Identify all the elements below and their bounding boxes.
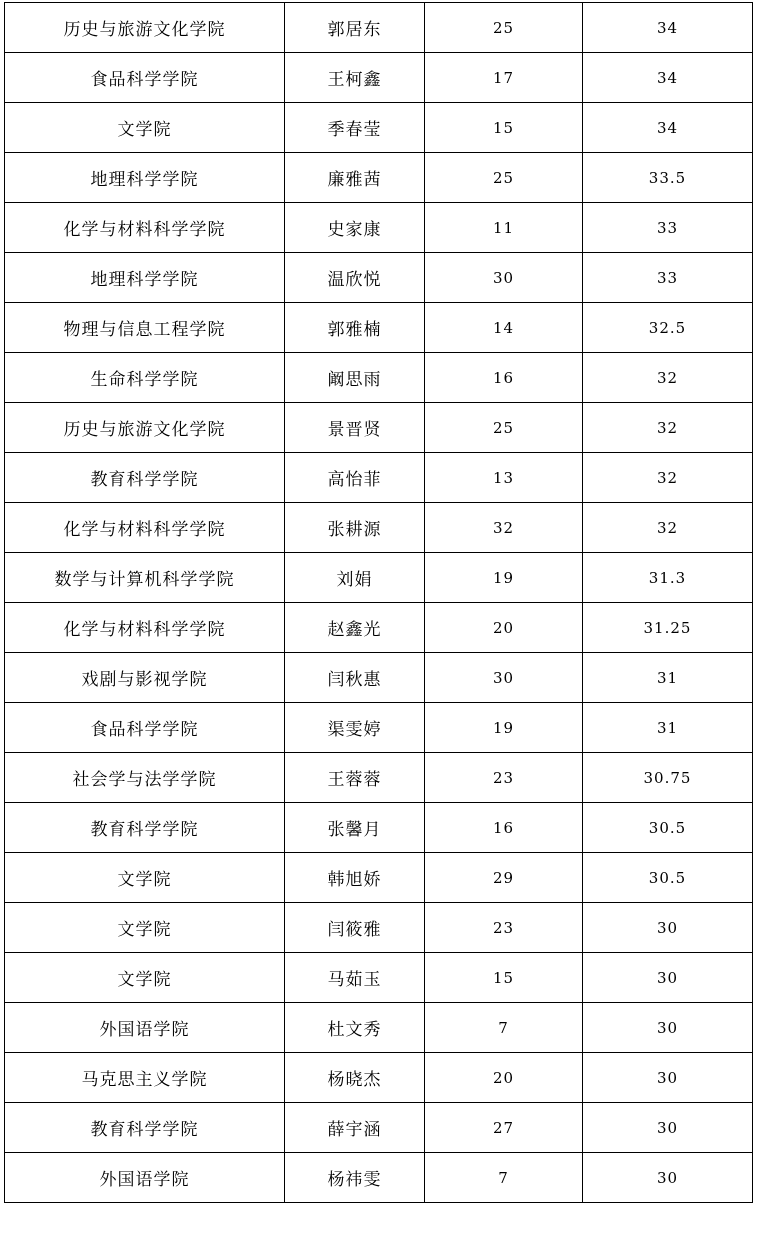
cell-number: 15 (425, 103, 583, 153)
cell-score: 30 (583, 1103, 753, 1153)
cell-number: 7 (425, 1153, 583, 1203)
table-row (5, 753, 753, 803)
cell-number: 23 (425, 753, 583, 803)
cell-college: 食品科学学院 (5, 53, 285, 103)
cell-number: 7 (425, 1003, 583, 1053)
cell-score: 32 (583, 403, 753, 453)
cell-score: 32 (583, 503, 753, 553)
table-row (5, 353, 753, 403)
cell-name: 高怡菲 (285, 453, 425, 503)
cell-college: 外国语学院 (5, 1153, 285, 1203)
cell-college: 食品科学学院 (5, 703, 285, 753)
cell-name: 马茹玉 (285, 953, 425, 1003)
table-row (5, 853, 753, 903)
cell-number: 17 (425, 53, 583, 103)
cell-college: 数学与计算机科学学院 (5, 553, 285, 603)
cell-name: 王蓉蓉 (285, 753, 425, 803)
table-row (5, 703, 753, 753)
cell-number: 14 (425, 303, 583, 353)
cell-name: 闫筱雅 (285, 903, 425, 953)
table-row (5, 303, 753, 353)
cell-name: 杜文秀 (285, 1003, 425, 1053)
table-row (5, 1103, 753, 1153)
table-row (5, 953, 753, 1003)
cell-score: 31.25 (583, 603, 753, 653)
cell-number: 13 (425, 453, 583, 503)
cell-college: 社会学与法学学院 (5, 753, 285, 803)
cell-score: 34 (583, 3, 753, 53)
cell-score: 32 (583, 453, 753, 503)
cell-name: 张馨月 (285, 803, 425, 853)
table-row (5, 153, 753, 203)
table-row (5, 253, 753, 303)
cell-score: 33 (583, 203, 753, 253)
cell-name: 温欣悦 (285, 253, 425, 303)
cell-name: 杨祎雯 (285, 1153, 425, 1203)
cell-college: 化学与材料科学学院 (5, 203, 285, 253)
cell-score: 32 (583, 353, 753, 403)
cell-college: 戏剧与影视学院 (5, 653, 285, 703)
table-row (5, 203, 753, 253)
cell-name: 郭雅楠 (285, 303, 425, 353)
cell-college: 历史与旅游文化学院 (5, 3, 285, 53)
cell-college: 马克思主义学院 (5, 1053, 285, 1103)
score-table (4, 2, 753, 1203)
table-row (5, 503, 753, 553)
cell-college: 化学与材料科学学院 (5, 603, 285, 653)
table-row (5, 553, 753, 603)
cell-score: 30 (583, 1053, 753, 1103)
cell-number: 25 (425, 3, 583, 53)
table-row (5, 103, 753, 153)
cell-score: 30.75 (583, 753, 753, 803)
cell-number: 16 (425, 803, 583, 853)
table-row (5, 1003, 753, 1053)
cell-college: 文学院 (5, 953, 285, 1003)
cell-number: 25 (425, 153, 583, 203)
cell-number: 27 (425, 1103, 583, 1153)
score-table-body (5, 3, 753, 1203)
cell-number: 20 (425, 603, 583, 653)
cell-score: 32.5 (583, 303, 753, 353)
cell-name: 刘娟 (285, 553, 425, 603)
cell-number: 25 (425, 403, 583, 453)
cell-college: 教育科学学院 (5, 1103, 285, 1153)
cell-score: 33.5 (583, 153, 753, 203)
cell-name: 闫秋惠 (285, 653, 425, 703)
cell-number: 20 (425, 1053, 583, 1103)
cell-number: 30 (425, 253, 583, 303)
cell-number: 11 (425, 203, 583, 253)
cell-score: 31.3 (583, 553, 753, 603)
cell-name: 韩旭娇 (285, 853, 425, 903)
cell-score: 34 (583, 53, 753, 103)
table-row (5, 653, 753, 703)
cell-college: 地理科学学院 (5, 253, 285, 303)
cell-number: 23 (425, 903, 583, 953)
cell-college: 教育科学学院 (5, 803, 285, 853)
cell-number: 32 (425, 503, 583, 553)
cell-name: 阚思雨 (285, 353, 425, 403)
cell-score: 30 (583, 903, 753, 953)
cell-name: 杨晓杰 (285, 1053, 425, 1103)
cell-name: 景晋贤 (285, 403, 425, 453)
table-row (5, 1053, 753, 1103)
cell-number: 15 (425, 953, 583, 1003)
cell-college: 外国语学院 (5, 1003, 285, 1053)
cell-name: 赵鑫光 (285, 603, 425, 653)
cell-college: 历史与旅游文化学院 (5, 403, 285, 453)
table-row (5, 403, 753, 453)
cell-college: 文学院 (5, 903, 285, 953)
table-row (5, 3, 753, 53)
cell-score: 30 (583, 1003, 753, 1053)
cell-college: 地理科学学院 (5, 153, 285, 203)
cell-name: 季春莹 (285, 103, 425, 153)
cell-college: 文学院 (5, 853, 285, 903)
cell-name: 史家康 (285, 203, 425, 253)
cell-score: 31 (583, 653, 753, 703)
cell-score: 31 (583, 703, 753, 753)
table-row (5, 453, 753, 503)
cell-score: 30 (583, 953, 753, 1003)
cell-number: 29 (425, 853, 583, 903)
cell-college: 化学与材料科学学院 (5, 503, 285, 553)
cell-number: 19 (425, 553, 583, 603)
cell-number: 16 (425, 353, 583, 403)
cell-college: 文学院 (5, 103, 285, 153)
cell-college: 教育科学学院 (5, 453, 285, 503)
table-row (5, 603, 753, 653)
table-row (5, 1153, 753, 1203)
cell-score: 30 (583, 1153, 753, 1203)
cell-name: 郭居东 (285, 3, 425, 53)
cell-name: 张耕源 (285, 503, 425, 553)
cell-number: 19 (425, 703, 583, 753)
cell-score: 30.5 (583, 853, 753, 903)
cell-college: 物理与信息工程学院 (5, 303, 285, 353)
cell-name: 廉雅茜 (285, 153, 425, 203)
cell-score: 34 (583, 103, 753, 153)
cell-number: 30 (425, 653, 583, 703)
cell-name: 薛宇涵 (285, 1103, 425, 1153)
table-row (5, 903, 753, 953)
table-row (5, 803, 753, 853)
cell-name: 渠雯婷 (285, 703, 425, 753)
cell-name: 王柯鑫 (285, 53, 425, 103)
table-row (5, 53, 753, 103)
cell-score: 33 (583, 253, 753, 303)
cell-college: 生命科学学院 (5, 353, 285, 403)
cell-score: 30.5 (583, 803, 753, 853)
